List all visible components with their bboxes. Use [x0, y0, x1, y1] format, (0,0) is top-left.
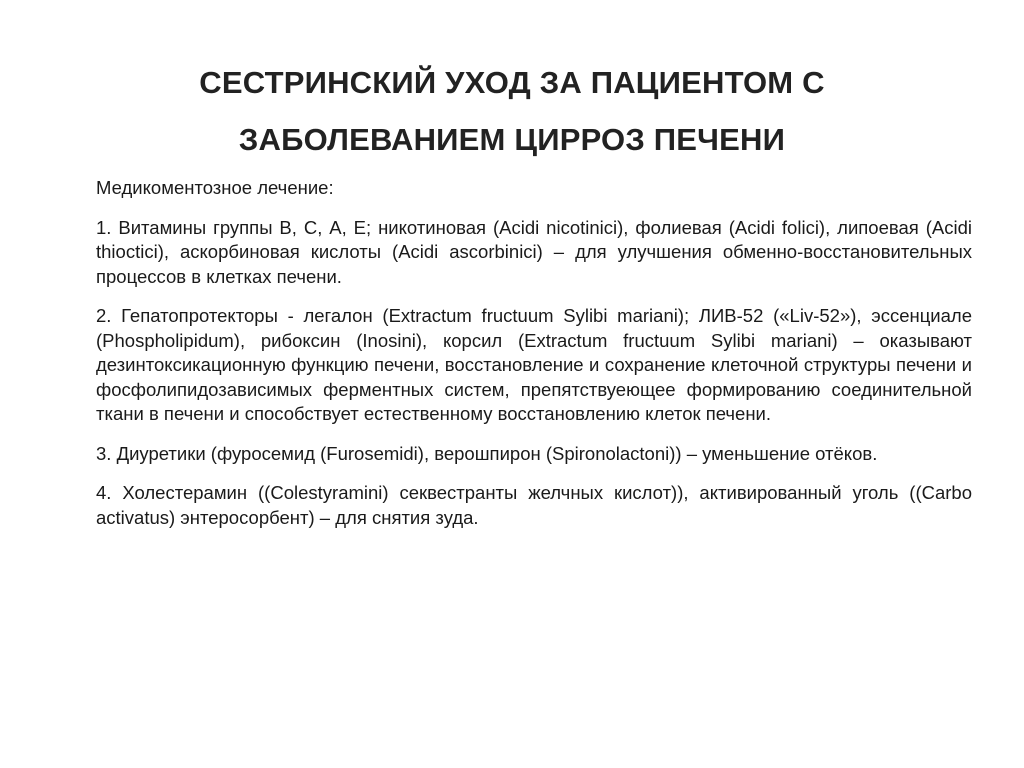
treatment-subheading: Медикоментозное лечение:: [96, 177, 334, 198]
treatment-item-hepatoprotectors: 2. Гепатопротекторы - легалон (Extractum fructuum Sylibi mariani); ЛИВ-52 («Liv-52»), эссенциале (Phospholipidum), рибоксин (Inosini), корсил (Extractum fructuum Sylibi mariani) – оказывают дезинтоксикационную функцию печени, восстановление и сохранение клеточной структуры печени и фосфолипидозависимых ферментных систем, препятствуеющее формированию соединительной ткани в печени и способствует естественному восстановлению клеток печени.: [96, 305, 972, 424]
treatment-item-cholestyramine: 4. Холестерамин ((Colestyramini) секвестранты желчных кислот)), активированный уголь ((Carbo activatus) энтеросорбент) – для снятия зуда.: [96, 482, 972, 528]
slide-title-line-1: СЕСТРИНСКИЙ УХОД ЗА ПАЦИЕНТОМ С: [199, 65, 825, 100]
slide-title-line-2: ЗАБОЛЕВАНИЕМ ЦИРРОЗ ПЕЧЕНИ: [238, 122, 786, 157]
slide-title: [60, 54, 964, 168]
slide-body: [96, 176, 972, 545]
treatment-item-vitamins: 1. Витамины группы В, С, А, Е; никотиновая (Acidi nicotinici), фолиевая (Acidi folici), липоевая (Acidi thioctici), аскорбиновая кислоты (Acidi ascorbinici) – для улучшения обменно-восстановительных процессов в клетках печени.: [96, 216, 972, 287]
treatment-item-diuretics: 3. Диуретики (фуросемид (Furosemidi), верошпирон (Spironolactoni)) – уменьшение отёков.: [96, 442, 878, 464]
